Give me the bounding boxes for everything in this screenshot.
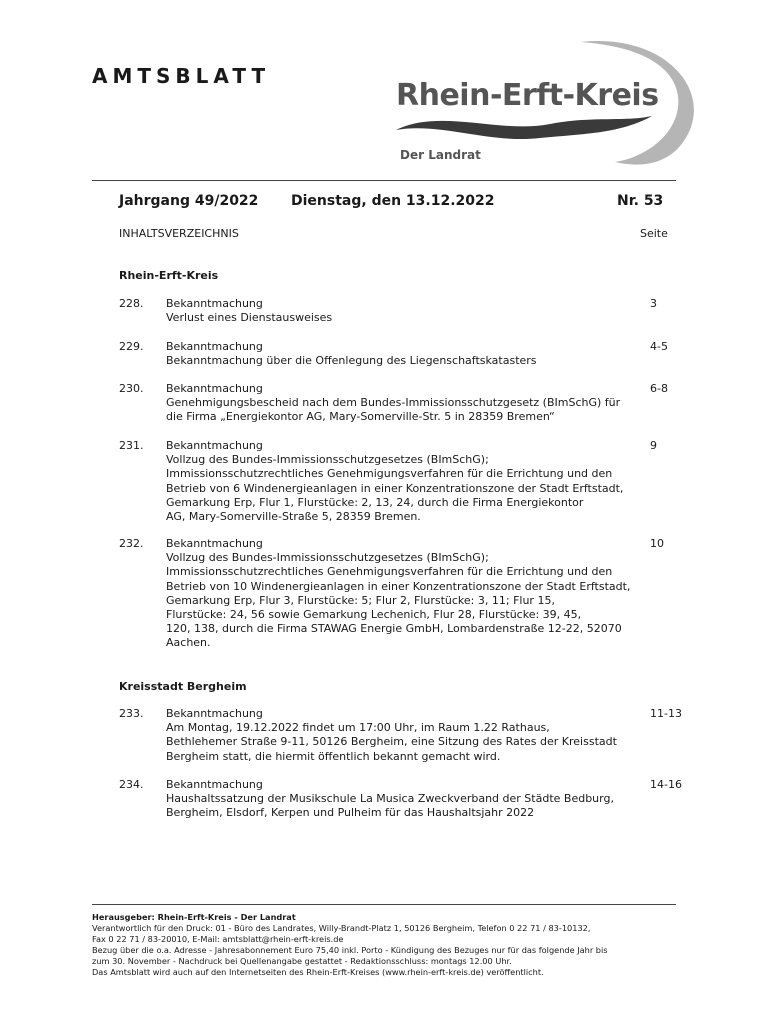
toc-heading: INHALTSVERZEICHNIS	[119, 227, 239, 240]
rhein-erft-kreis-logo	[390, 38, 710, 168]
entry-line: Betrieb von 6 Windenergieanlagen in einer Konzentrationszone der Stadt Erftstadt,	[166, 481, 624, 495]
entry-text	[166, 382, 646, 425]
entry-text	[166, 778, 646, 821]
entry-page: 3	[650, 297, 657, 310]
entry-text	[166, 537, 646, 651]
entry-text	[166, 297, 646, 325]
entry-number: 229.	[119, 340, 144, 353]
entry-number: 230.	[119, 382, 144, 395]
entry-line: Genehmigungsbescheid nach dem Bundes-Immissionsschutzgesetz (BImSchG) für	[166, 396, 621, 410]
entry-page: 14-16	[650, 778, 682, 791]
issue-date: Dienstag, den 13.12.2022	[291, 193, 495, 209]
entry-line: Immissionsschutzrechtliches Genehmigungsverfahren für die Errichtung und den	[166, 467, 613, 481]
imprint-footer	[92, 912, 692, 978]
entry-line: Am Montag, 19.12.2022 findet um 17:00 Uhr, im Raum 1.22 Rathaus,	[166, 721, 550, 735]
footer-line: Verantwortlich für den Druck: 01 - Büro des Landrates, Willy-Brandt-Platz 1, 50126 Bergheim, Telefon 0 22 71 / 83-10132,	[92, 923, 591, 933]
entry-line: Bekanntmachung über die Offenlegung des Liegenschaftskatasters	[166, 354, 537, 368]
logo-subtitle: Der Landrat	[400, 148, 481, 162]
entry-line: Bekanntmachung	[166, 537, 263, 550]
entry-line: Bekanntmachung	[166, 382, 263, 395]
entry-text	[166, 340, 646, 368]
footer-line: Bezug über die o.a. Adresse - Jahresabonnement Euro 75,40 inkl. Porto - Kündigung des Bezuges nur für das folgende Jahr bis	[92, 945, 608, 955]
logo-name: Rhein-Erft-Kreis	[396, 78, 659, 113]
issue-volume: Jahrgang 49/2022	[119, 193, 259, 209]
entry-line: die Firma „Energiekontor AG, Mary-Somerville-Str. 5 in 28359 Bremen“	[166, 410, 555, 424]
footer-line: zum 30. November - Nachdruck bei Quellenangabe gestattet - Redaktionsschluss: montags 12.00 Uhr.	[92, 956, 512, 966]
footer-line: Fax 0 22 71 / 83-20010, E-Mail: amtsblatt@rhein-erft-kreis.de	[92, 934, 344, 944]
entry-line: Gemarkung Erp, Flur 1, Flurstücke: 2, 13, 24, durch die Firma Energiekontor	[166, 495, 584, 509]
entry-number: 228.	[119, 297, 144, 310]
entry-page: 4-5	[650, 340, 668, 353]
masthead-title: AMTSBLATT	[92, 64, 271, 88]
footer-line: Das Amtsblatt wird auch auf den Internetseiten des Rhein-Erft-Kreises (www.rhein-erft-kreis.de) veröffentlicht.	[92, 967, 544, 977]
footer-publisher: Herausgeber: Rhein-Erft-Kreis - Der Landrat	[92, 912, 296, 922]
section-title: Rhein-Erft-Kreis	[119, 269, 219, 282]
entry-page: 6-8	[650, 382, 668, 395]
entry-text	[166, 439, 646, 524]
entry-line: Immissionsschutzrechtliches Genehmigungsverfahren für die Errichtung und den	[166, 565, 613, 579]
entry-line: Betrieb von 10 Windenergieanlagen in einer Konzentrationszone der Stadt Erftstadt,	[166, 579, 631, 593]
section-title: Kreisstadt Bergheim	[119, 680, 247, 693]
entry-line: Bethlehemer Straße 9-11, 50126 Bergheim, eine Sitzung des Rates der Kreisstadt	[166, 735, 617, 749]
entry-line: Gemarkung Erp, Flur 3, Flurstücke: 5; Flur 2, Flurstücke: 3, 11; Flur 15,	[166, 593, 555, 607]
entry-line: Bekanntmachung	[166, 707, 263, 720]
entry-line: Haushaltssatzung der Musikschule La Musica Zweckverband der Städte Bedburg,	[166, 792, 614, 806]
issue-number: Nr. 53	[617, 193, 664, 209]
entry-line: 120, 138, durch die Firma STAWAG Energie GmbH, Lombardenstraße 12-22, 52070	[166, 622, 622, 636]
footer-divider	[92, 904, 676, 905]
toc-page-heading: Seite	[640, 227, 668, 240]
entry-line: Bekanntmachung	[166, 439, 263, 452]
entry-line: Verlust eines Dienstausweises	[166, 311, 333, 325]
entry-line: Aachen.	[166, 636, 211, 650]
entry-page: 11-13	[650, 707, 682, 720]
entry-line: Vollzug des Bundes-Immissionsschutzgesetzes (BImSchG);	[166, 551, 489, 565]
entry-line: Bekanntmachung	[166, 297, 263, 310]
entry-line: Vollzug des Bundes-Immissionsschutzgesetzes (BImSchG);	[166, 453, 489, 467]
entry-line: Flurstücke: 24, 56 sowie Gemarkung Lechenich, Flur 28, Flurstücke: 39, 45,	[166, 608, 582, 622]
entry-text	[166, 707, 646, 764]
entry-line: Bergheim statt, die hiermit öffentlich bekannt gemacht wird.	[166, 749, 501, 763]
header-divider	[92, 180, 676, 181]
entry-number: 232.	[119, 537, 144, 550]
entry-line: Bekanntmachung	[166, 340, 263, 353]
entry-line: AG, Mary-Somerville-Straße 5, 28359 Bremen.	[166, 510, 421, 524]
entry-number: 234.	[119, 778, 144, 791]
entry-number: 233.	[119, 707, 144, 720]
entry-page: 10	[650, 537, 664, 550]
entry-page: 9	[650, 439, 657, 452]
entry-number: 231.	[119, 439, 144, 452]
entry-line: Bergheim, Elsdorf, Kerpen und Pulheim für das Haushaltsjahr 2022	[166, 806, 535, 820]
entry-line: Bekanntmachung	[166, 778, 263, 791]
